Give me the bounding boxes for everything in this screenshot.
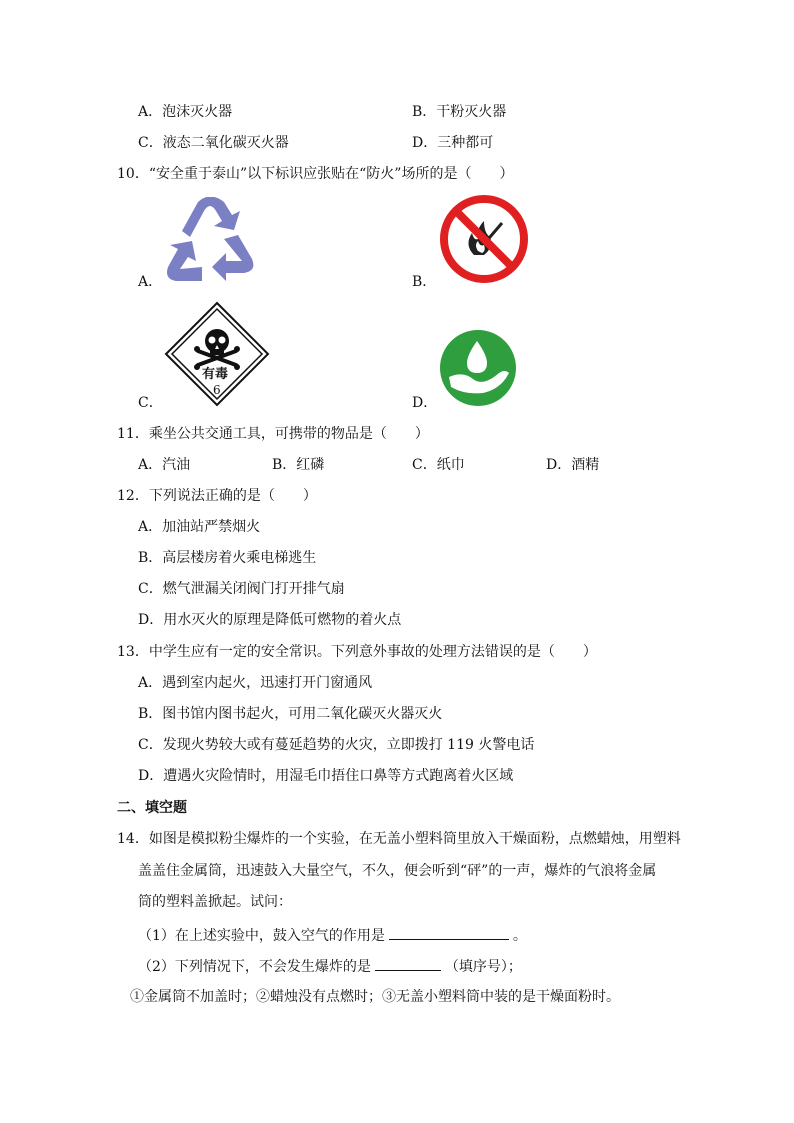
q12-stem: 12．下列说法正确的是（ ） bbox=[117, 488, 317, 504]
q14-sub-1 bbox=[138, 925, 527, 946]
toxic-class-number: 6 bbox=[213, 383, 221, 397]
q12-option-b[interactable]: B．高层楼房着火乘电梯逃生 bbox=[138, 550, 317, 566]
q14-choices: ①金属筒不加盖时；②蜡烛没有点燃时；③无盖小塑料筒中装的是干燥面粉时。 bbox=[130, 989, 620, 1005]
q14-sub-1-end: 。 bbox=[512, 928, 527, 944]
q12-option-a[interactable]: A．加油站严禁烟火 bbox=[138, 519, 261, 535]
q13-option-d[interactable]: D．遭遇火灾险情时，用湿毛巾捂住口鼻等方式跑离着火区域 bbox=[138, 768, 514, 784]
q14-sub-1-text: （1）在上述实验中，鼓入空气的作用是 bbox=[138, 928, 385, 944]
q13-option-c[interactable]: C．发现火势较大或有蔓延趋势的火灾，立即拨打 119 火警电话 bbox=[138, 737, 535, 753]
q9-option-c[interactable]: C．液态二氧化碳灭火器 bbox=[138, 135, 289, 151]
no-open-flame-icon bbox=[438, 193, 530, 285]
q14-sub-2-end: （填序号）； bbox=[444, 959, 522, 975]
q14-sub-2 bbox=[138, 956, 522, 977]
q14-line-1: 14．如图是模拟粉尘爆炸的一个实验，在无盖小塑料筒里放入干燥面粉，点燃蜡烛，用塑料 bbox=[117, 831, 681, 847]
q10-option-a-label[interactable]: A． bbox=[138, 274, 163, 290]
q10-option-c-label[interactable]: C． bbox=[138, 395, 163, 411]
q10-stem: 10．“安全重于泰山”以下标识应张贴在“防火”场所的是（ ） bbox=[117, 166, 514, 182]
q11-option-c[interactable]: C．纸巾 bbox=[412, 457, 465, 473]
toxic-label-text: 有毒 bbox=[202, 367, 229, 382]
q11-stem: 11．乘坐公共交通工具，可携带的物品是（ ） bbox=[117, 426, 429, 442]
q13-option-b[interactable]: B．图书馆内图书起火，可用二氧化碳灭火器灭火 bbox=[138, 706, 443, 722]
q11-option-d[interactable]: D．酒精 bbox=[546, 457, 600, 473]
q9-option-d[interactable]: D．三种都可 bbox=[412, 135, 494, 151]
q13-option-a[interactable]: A．遇到室内起火，迅速打开门窗通风 bbox=[138, 675, 373, 691]
q9-option-b[interactable]: B．干粉灭火器 bbox=[412, 104, 507, 120]
q14-line-3: 筒的塑料盖掀起。试问： bbox=[138, 894, 292, 910]
q14-sub-2-text: （2）下列情况下，不会发生爆炸的是 bbox=[138, 959, 371, 975]
q11-option-a[interactable]: A．汽油 bbox=[138, 457, 191, 473]
q10-option-b-label[interactable]: B． bbox=[412, 274, 437, 290]
q14-line-2: 盖盖住金属筒，迅速鼓入大量空气，不久，便会听到“砰”的一声，爆炸的气浪将金属 bbox=[138, 863, 657, 879]
section-title-fill-in: 二、填空题 bbox=[117, 800, 187, 816]
q9-option-a[interactable]: A．泡沫灭火器 bbox=[138, 104, 233, 120]
q11-option-b[interactable]: B．红磷 bbox=[272, 457, 325, 473]
q12-option-d[interactable]: D．用水灭火的原理是降低可燃物的着火点 bbox=[138, 612, 402, 628]
q10-option-d-label[interactable]: D． bbox=[412, 395, 438, 411]
q14-sub-2-answer-blank[interactable] bbox=[375, 956, 441, 971]
q12-option-c[interactable]: C．燃气泄漏关闭阀门打开排气扇 bbox=[138, 581, 345, 597]
water-saving-icon bbox=[439, 329, 517, 407]
q14-sub-1-answer-blank[interactable] bbox=[389, 925, 509, 940]
recycle-icon bbox=[162, 197, 258, 285]
q13-stem: 13．中学生应有一定的安全常识。下列意外事故的处理方法错误的是（ ） bbox=[117, 644, 597, 660]
